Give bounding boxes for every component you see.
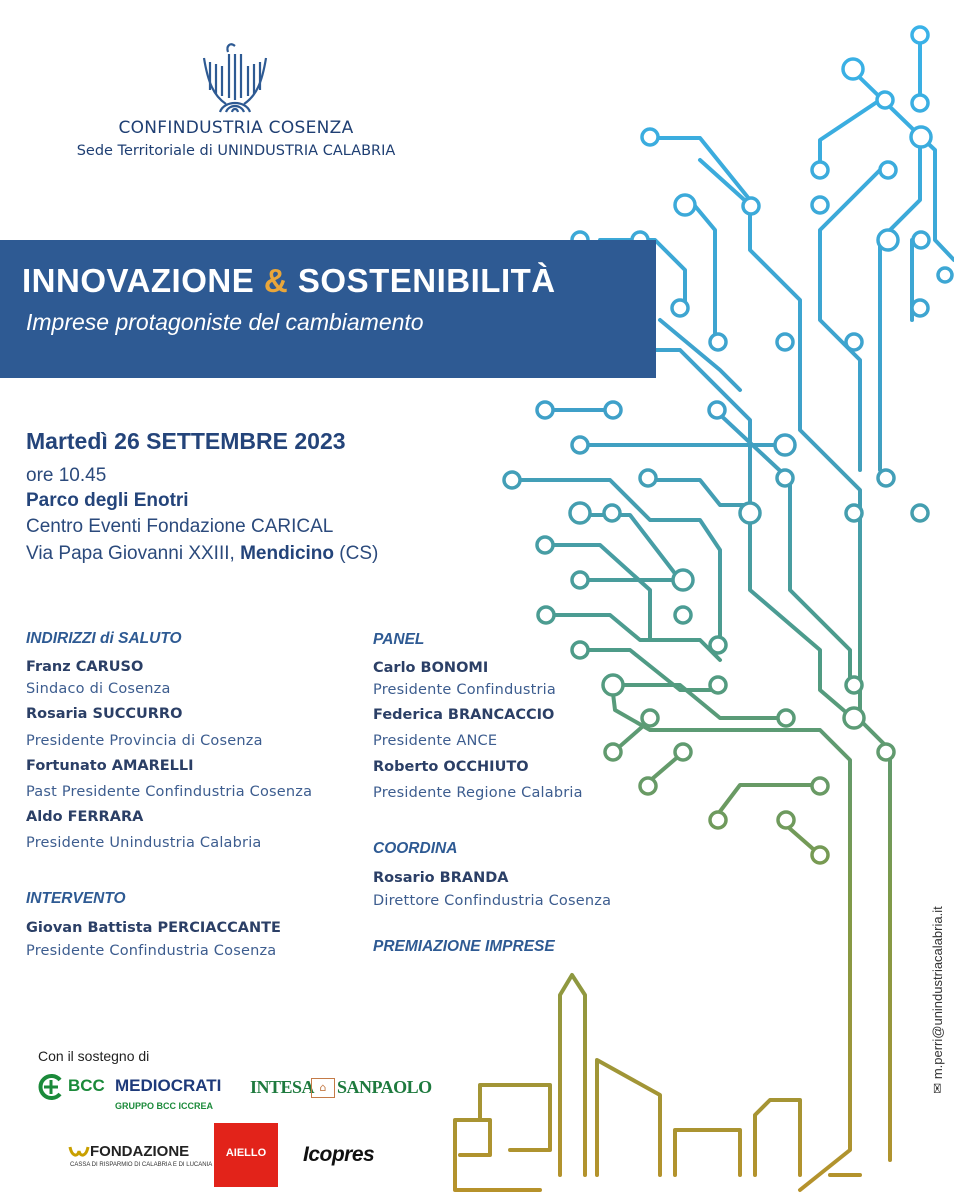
speaker-role: Presidente Confindustria [373, 682, 556, 698]
speaker-name: Roberto OCCHIUTO [373, 759, 529, 775]
speaker-name: Federica BRANCACCIO [373, 707, 555, 723]
bcc-logo-icon [36, 1072, 66, 1102]
support-label: Con il sostegno di [38, 1048, 150, 1064]
address-street: Via Papa Giovanni XXIII, [26, 543, 235, 564]
title-part-1: INNOVAZIONE [22, 262, 255, 299]
speaker-name: Rosario BRANDA [373, 870, 509, 886]
title-ampersand: & [263, 262, 289, 299]
speaker-role: Presidente ANCE [373, 733, 498, 749]
event-subtitle: Imprese protagoniste del cambiamento [26, 309, 424, 335]
mediocrati-logo-text: MEDIOCRATI [115, 1076, 222, 1095]
greetings-heading: INDIRIZZI di SALUTO [26, 630, 182, 647]
event-venue: Parco degli Enotri [26, 490, 189, 511]
fondazione-logo-text: FONDAZIONE [90, 1143, 190, 1160]
speaker-role: Presidente Unindustria Calabria [26, 835, 262, 851]
speaker-name: Carlo BONOMI [373, 660, 489, 676]
speaker-role: Presidente Confindustria Cosenza [26, 943, 277, 959]
intesa-logo-text: INTESA [250, 1077, 315, 1097]
title-part-2: SOSTENIBILITÀ [297, 262, 556, 299]
speaker-role: Sindaco di Cosenza [26, 681, 171, 697]
fondazione-logo-icon [68, 1145, 90, 1159]
aiello-logo-text: AIELLO [225, 1147, 267, 1159]
bcc-logo-text: BCC [68, 1076, 105, 1095]
coordina-heading: COORDINA [373, 840, 458, 857]
speaker-name: Franz CARUSO [26, 659, 144, 675]
organization-subtitle: Sede Territoriale di UNINDUSTRIA CALABRIA [76, 143, 396, 159]
contact-email-strip [928, 880, 948, 1120]
intervento-heading: INTERVENTO [26, 890, 126, 907]
speaker-name: Rosaria SUCCURRO [26, 706, 183, 722]
intesa-sanpaolo-logo-icon: ⌂ [311, 1078, 335, 1098]
speaker-name: Fortunato AMARELLI [26, 758, 194, 774]
iccrea-logo-text: GRUPPO BCC ICCREA [115, 1101, 214, 1111]
fondazione-logo-subtext: CASSA DI RISPARMIO DI CALABRIA E DI LUCANIA [70, 1162, 213, 1168]
mail-icon: ✉ [930, 1082, 945, 1094]
event-address [26, 543, 378, 565]
speaker-role: Presidente Provincia di Cosenza [26, 733, 263, 749]
speaker-name: Aldo FERRARA [26, 809, 144, 825]
speaker-name: Giovan Battista PERCIACCANTE [26, 920, 281, 936]
event-title [22, 262, 556, 300]
organization-name: CONFINDUSTRIA COSENZA [118, 118, 354, 138]
icopres-logo-text: Icopres [303, 1143, 375, 1166]
contact-email[interactable] [930, 906, 946, 1093]
address-city: Mendicino [240, 543, 335, 564]
speaker-role: Presidente Regione Calabria [373, 785, 583, 801]
event-time: ore 10.45 [26, 465, 107, 486]
awards-heading: PREMIAZIONE IMPRESE [373, 938, 555, 955]
address-province: (CS) [339, 543, 379, 564]
sanpaolo-logo-text: SANPAOLO [337, 1077, 432, 1097]
speaker-role: Past Presidente Confindustria Cosenza [26, 784, 313, 800]
email-text: m.perri@unindustriacalabria.it [930, 906, 945, 1080]
panel-heading: PANEL [373, 631, 425, 648]
confindustria-eagle-logo [196, 38, 274, 114]
event-center: Centro Eventi Fondazione CARICAL [26, 516, 334, 537]
event-date: Martedì 26 SETTEMBRE 2023 [26, 428, 346, 454]
speaker-role: Direttore Confindustria Cosenza [373, 893, 612, 909]
